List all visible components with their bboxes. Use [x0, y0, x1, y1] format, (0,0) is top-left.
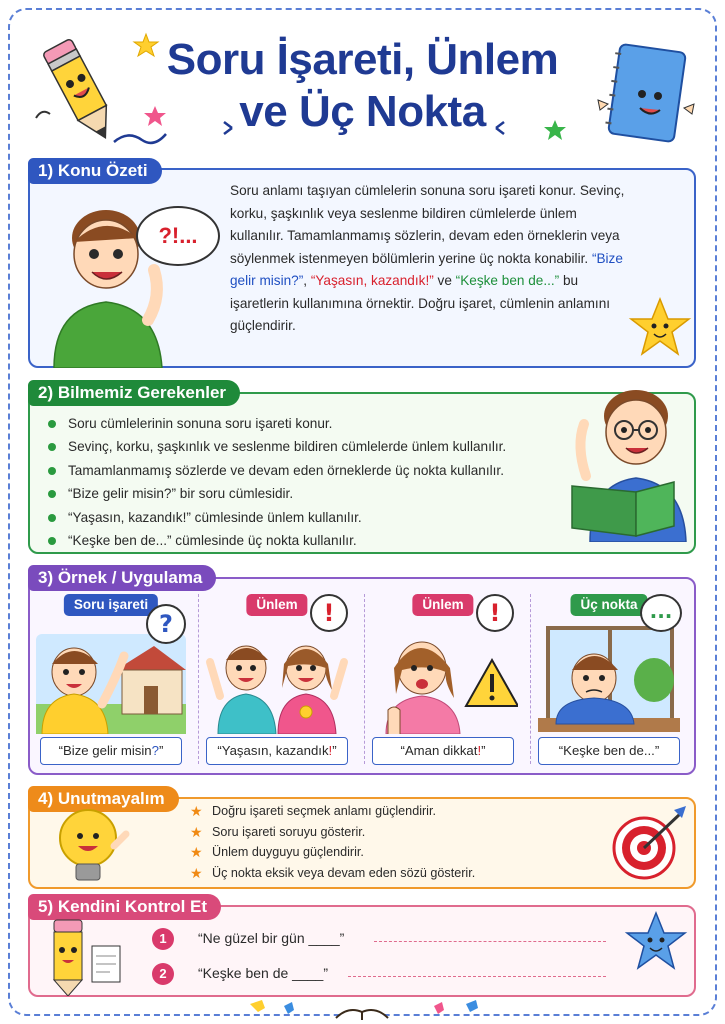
caption-mark: ...: [643, 743, 655, 758]
pencil-mascot-icon: [40, 916, 126, 996]
star-bullet-icon: ★: [190, 864, 203, 881]
list-item: [190, 822, 475, 843]
card-divider: [198, 594, 199, 764]
item-text: Üç nokta eksik veya devam eden sözü gösterir.: [212, 865, 476, 880]
star-icon: [542, 118, 568, 142]
summary-part: Soru anlamı taşıyan cümlelerin sonuna soru işareti konur. Sevinç, korku, şaşkınlık veya seslenme bildiren cümlelerde ünlem kullanılır. Tamamlanmamış sözlerin, devam eden örneklerin veya söylenmek istenmeyen bölümlerin yerine üç nokta konabilir.: [230, 183, 625, 266]
summary-sep: ,: [303, 273, 311, 288]
caption-mark: !: [477, 743, 482, 758]
example-card-ellipsis: [534, 594, 684, 768]
card-tag: Ünlem: [412, 594, 473, 616]
list-item: [190, 801, 475, 822]
summary-part: bu işaretlerin kullanımına örnektir. Doğru işaret, cümlenin anlamını güçlendirir.: [230, 273, 611, 333]
question-row: [152, 928, 612, 952]
smiling-star-icon: [624, 910, 688, 972]
list-item: “Yaşasın, kazandık!” cümlesinde ünlem kullanılır.: [48, 506, 506, 529]
children-celebrating-illustration: [202, 620, 352, 734]
star-icon: [142, 104, 168, 128]
star-bullet-icon: ★: [190, 803, 203, 819]
caption-text: ”: [481, 743, 486, 758]
section-label-5: 5) Kendini Kontrol Et: [28, 894, 221, 920]
card-divider: [364, 594, 365, 764]
card-tag: Soru işareti: [64, 594, 158, 616]
example-card-exclamation-2: [368, 594, 518, 768]
exclamation-bubble: !: [476, 594, 514, 632]
section-label-2: 2) Bilmemiz Gerekenler: [28, 380, 240, 406]
caption-text: ”: [654, 743, 660, 758]
item-text: Ünlem duyguyu güçlendirir.: [212, 845, 364, 859]
summary-text: [230, 180, 630, 338]
star-icon: [132, 32, 160, 58]
example-exclamation: “Yaşasın, kazandık!”: [310, 273, 434, 288]
example-ellipsis: “Keşke ben de...”: [455, 273, 560, 288]
knowledge-list: [48, 412, 506, 552]
section-label-3: 3) Örnek / Uygulama: [28, 565, 216, 591]
lightbulb-mascot-icon: [52, 806, 136, 886]
card-caption: [40, 737, 182, 765]
ellipsis-bubble: ...: [640, 594, 682, 632]
title-line-1: Soru İşareti, Ünlem: [166, 35, 559, 84]
target-icon: [608, 804, 688, 884]
sparkle-icon: [220, 118, 244, 138]
question-row: [152, 963, 612, 987]
item-text: Soru işareti soruyu gösterir.: [212, 824, 366, 839]
girl-warning-illustration: [368, 620, 518, 734]
list-item: [190, 863, 475, 884]
smiling-star-icon: [628, 296, 692, 358]
boy-at-window-illustration: [534, 620, 684, 734]
list-item: Sevinç, korku, şaşkınlık ve seslenme bildiren cümlelerde ünlem kullanılır.: [48, 435, 506, 458]
caption-text: ”: [332, 743, 337, 758]
example-question: “Bize gelir misin?”: [230, 250, 623, 288]
title-line-2: ve Üç Nokta: [239, 87, 486, 136]
caption-mark: !: [328, 743, 333, 758]
answer-line[interactable]: [348, 976, 606, 977]
sparkle-icon: [484, 118, 508, 138]
example-card-exclamation-1: [202, 594, 352, 768]
list-item: “Keşke ben de...” cümlesinde üç nokta kullanılır.: [48, 529, 506, 552]
item-text: Doğru işareti seçmek anlamı güçlendirir.: [212, 804, 436, 818]
card-tag: Ünlem: [246, 594, 307, 616]
card-caption: [538, 737, 680, 765]
question-text: “Ne güzel bir gün ____”: [198, 930, 345, 946]
caption-text: “Keşke ben de: [558, 743, 644, 758]
list-item: Tamamlanmamış sözlerde ve devam eden örneklerde üç nokta kullanılır.: [48, 459, 506, 482]
caption-text: “Yaşasın, kazandık: [217, 743, 329, 758]
page-title: [140, 34, 585, 138]
caption-text: “Bize gelir misin: [58, 743, 152, 758]
card-tag: Üç nokta: [570, 594, 647, 616]
question-number: 2: [152, 963, 174, 985]
answer-line[interactable]: [374, 941, 606, 942]
list-item: [190, 842, 475, 863]
caption-text: ”: [159, 743, 164, 758]
question-text: “Keşke ben de ____”: [198, 965, 328, 981]
card-divider: [530, 594, 531, 764]
exclamation-bubble: !: [310, 594, 348, 632]
caption-mark: ?: [151, 743, 159, 758]
question-number: 1: [152, 928, 174, 950]
open-book-icon: [238, 998, 488, 1022]
question-mark-bubble: ?: [146, 604, 186, 644]
boy-reading-book-illustration: [566, 376, 690, 542]
list-item: Soru cümlelerinin sonuna soru işareti konur.: [48, 412, 506, 435]
card-caption: [206, 737, 348, 765]
caption-text: “Aman dikkat: [400, 743, 478, 758]
swoosh-icon: [110, 128, 170, 148]
example-card-question: [36, 594, 186, 768]
star-bullet-icon: ★: [190, 823, 203, 840]
card-caption: [372, 737, 514, 765]
thought-bubble: ?!...: [136, 206, 220, 266]
reminder-list: [190, 801, 475, 883]
list-item: “Bize gelir misin?” bir soru cümlesidir.: [48, 482, 506, 505]
section-label-1: 1) Konu Özeti: [28, 158, 162, 184]
section-label-4: 4) Unutmayalım: [28, 786, 179, 812]
notebook-mascot-icon: [592, 40, 702, 148]
summary-part: ve: [433, 273, 456, 288]
star-bullet-icon: ★: [190, 844, 203, 860]
